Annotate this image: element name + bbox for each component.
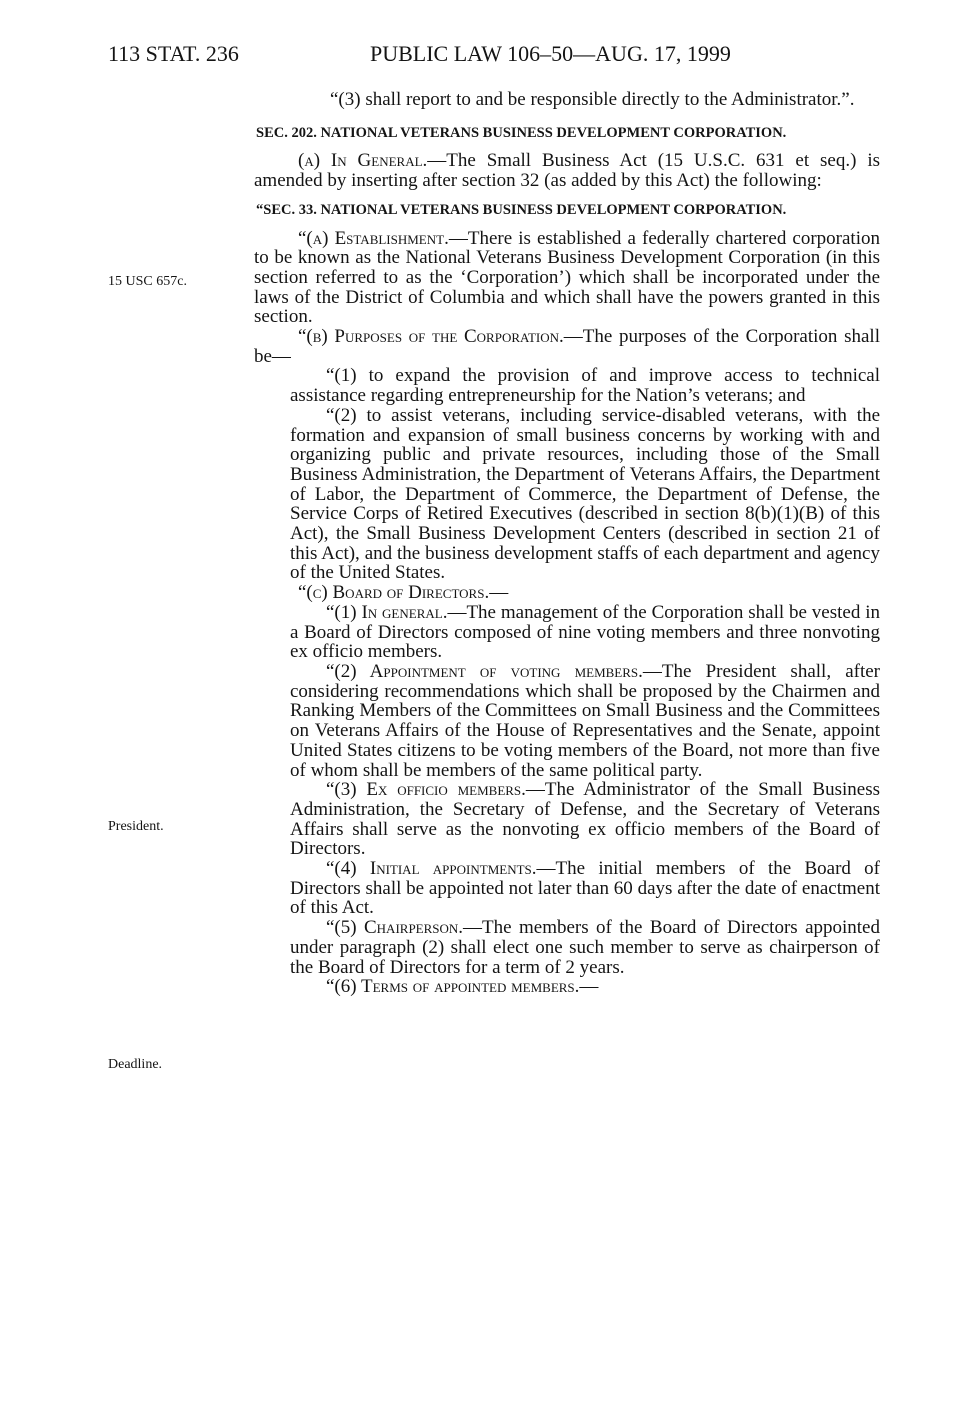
paragraph-text: —The purposes of the Corporation shall be— bbox=[254, 326, 880, 367]
paragraph-board-4 bbox=[290, 859, 880, 918]
statute-citation: 113 STAT. 236 bbox=[108, 41, 239, 66]
paragraph-text: — bbox=[579, 976, 599, 998]
paragraph-board-2 bbox=[290, 662, 880, 780]
paragraph-text: —The members of the Board of Directors appointed under paragraph (2) shall elect one such member to serve as chairperson of the Board of Directors for a term of 2 years. bbox=[290, 917, 880, 978]
paragraph-label: “(5) Chairperson. bbox=[326, 917, 464, 939]
paragraph-purposes bbox=[254, 327, 880, 366]
paragraph-text: —The management of the Corporation shall be vested in a Board of Directors composed of nine voting members and three nonvoting ex officio members. bbox=[290, 601, 880, 663]
margin-note-president: President. bbox=[108, 819, 164, 834]
paragraph-text: —The initial members of the Board of Directors shall be appointed not later than 60 days after the date of enactment of this Act. bbox=[290, 858, 880, 919]
paragraph-purpose-1: “(1) to expand the provision of and improve access to technical assistance regarding entrepreneurship for the Nation’s veterans; and bbox=[290, 365, 880, 407]
margin-note-deadline: Deadline. bbox=[108, 1057, 163, 1072]
paragraph-label: (a) In General. bbox=[298, 150, 428, 172]
public-law-header: PUBLIC LAW 106–50—AUG. 17, 1999 bbox=[370, 41, 731, 66]
section-33-heading: “SEC. 33. NATIONAL VETERANS BUSINESS DEVELOPMENT CORPORATION. bbox=[256, 201, 787, 218]
margin-note-usc: 15 USC 657c. bbox=[108, 274, 187, 289]
paragraph-label: “(c) Board of Directors. bbox=[298, 582, 490, 604]
paragraph-label: “(b) Purposes of the Corporation. bbox=[298, 326, 564, 348]
paragraph-purpose-2: “(2) to assist veterans, including service-disabled veterans, with the formation and expansion of small business concerns by working with and organizing public and private resources, including those of the Small Business Administration, the Department of Veterans Affairs, the Department of Labor, the Department of Commerce, the Department of Defense, the Service Corps of Retired Executives (described in section 8(b)(1)(B) of this Act), the Small Business Development Centers (described in section 21 of this Act), and the business development staffs of each department and agency of the United States. bbox=[290, 404, 880, 584]
paragraph-text: —The Administrator of the Small Business Administration, the Secretary of Defense, and the Secretary of Veterans Affairs shall serve as the nonvoting ex officio members of the Board of Directors. bbox=[290, 779, 880, 860]
paragraph-board-1 bbox=[290, 603, 880, 662]
paragraph-board-6 bbox=[290, 977, 880, 997]
paragraph-text: — bbox=[489, 582, 509, 604]
paragraph-text: —There is established a federally chartered corporation to be known as the National Veterans Business Development Corporation (in this section referred to as the ‘Corporation’) which shall be incorporated under the laws of the District of Columbia and which shall have the powers granted in this section. bbox=[254, 227, 880, 328]
law-text-body bbox=[254, 90, 880, 997]
paragraph-board-3 bbox=[290, 780, 880, 859]
paragraph-label: “(6) Terms of appointed members. bbox=[326, 976, 580, 998]
paragraph-label: “(a) Establishment. bbox=[298, 227, 449, 249]
paragraph-report: “(3) shall report to and be responsible directly to the Administrator.”. bbox=[330, 89, 855, 110]
paragraph-label: “(2) Appointment of voting members. bbox=[326, 660, 643, 682]
paragraph-label: “(1) In general. bbox=[326, 601, 448, 623]
paragraph-label: “(4) Initial appointments. bbox=[326, 858, 537, 880]
paragraph-board-of-directors bbox=[254, 583, 880, 603]
paragraph-board-5 bbox=[290, 918, 880, 977]
paragraph-text: —The Small Business Act (15 U.S.C. 631 et seq.) is amended by inserting after section 32 (as added by this Act) the following: bbox=[254, 150, 881, 192]
paragraph-text: —The President shall, after considering recommendations which shall be proposed by the Chairmen and Ranking Members of the Committees on Small Business and the Committees on Veterans Affairs of the House of Representatives and the Senate, appoint United States citizens to be voting members of the Board, not more than five of whom shall be members of the same political party. bbox=[290, 660, 880, 781]
paragraph-establishment bbox=[254, 229, 880, 328]
paragraph-in-general bbox=[254, 151, 880, 190]
paragraph-label: “(3) Ex officio members. bbox=[326, 779, 526, 801]
section-202-heading: SEC. 202. NATIONAL VETERANS BUSINESS DEVELOPMENT CORPORATION. bbox=[256, 124, 787, 141]
